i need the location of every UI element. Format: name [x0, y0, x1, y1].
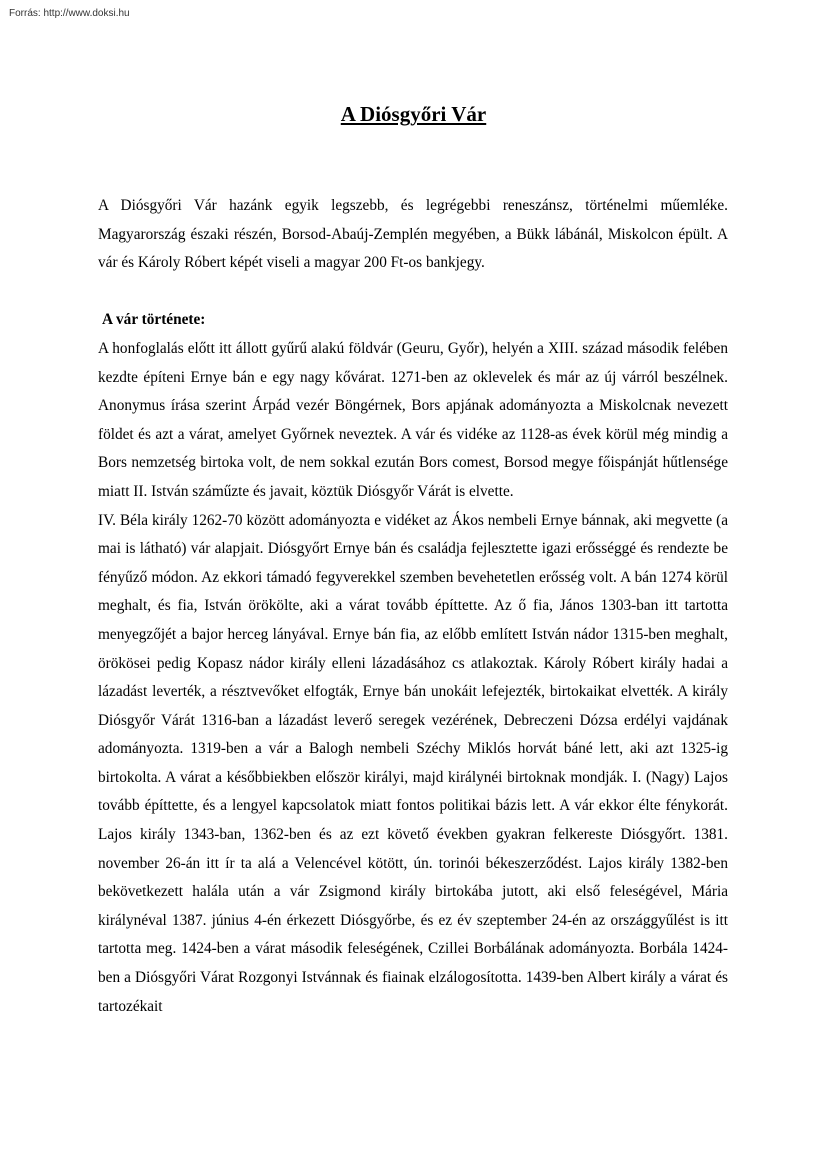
document-body	[98, 192, 728, 1021]
history-paragraph-1: A honfoglalás előtt itt állott gyűrű alakú földvár (Geuru, Győr), helyén a XIII. század második felében kezdte építeni Ernye bán e egy nagy kővárat. 1271-ben az oklevelek és már az új várról beszélnek. Anonymus írása szerint Árpád vezér Böngérnek, Bors apjának adományozta a Miskolcnak nevezett földet és azt a várat, amelyet Győrnek neveztek. A vár és vidéke az 1128-as évek körül még mindig a Bors nemzetség birtoka volt, de nem sokkal ezután Bors comest, Borsod megye főispánját hűtlensége miatt II. István száműzte és javait, köztük Diósgyőr Várát is elvette.	[98, 339, 728, 500]
source-attribution: Forrás: http://www.doksi.hu	[9, 8, 130, 19]
history-paragraph-2: IV. Béla király 1262-70 között adományozta e vidéket az Ákos nembeli Ernye bánnak, aki megvette (a mai is látható) vár alapjait. Diósgyőrt Ernye bán és családja fejlesztette igazi erősséggé és rendezte be fényűző módon. Az ekkori támadó fegyverekkel szemben bevehetetlen erősség volt. A bán 1274 körül meghalt, és fia, István örökölte, aki a várat tovább építtette. Az ő fia, János 1303-ban itt tartotta menyegzőjét a bajor herceg lányával. Ernye bán fia, az előbb említett István nádor 1315-ben meghalt, örökösei pedig Kopasz nádor király elleni lázadásához cs atlakoztak. Károly Róbert király hadai a lázadást leverték, a résztvevőket elfogták, Ernye bán unokáit lefejezték, birtokaikat elvették. A király Diósgyőr Várát 1316-ban a lázadást leverő seregek vezérének, Debreczeni Dózsa erdélyi vajdának adományozta. 1319-ben a vár a Balogh nembeli Széchy Miklós horvát báné lett, aki azt 1325-ig birtokolta. A várat a későbbiekben először királyi, majd királynéi birtoknak mondják. I. (Nagy) Lajos tovább építtette, és a lengyel kapcsolatok miatt fontos politikai bázis lett. A vár ekkor élte fénykorát. Lajos király 1343-ban, 1362-ben és az ezt követő években gyakran felkereste Diósgyőrt. 1381. november 26-án itt ír ta alá a Velencével kötött, ún. torinói békeszerződést. Lajos király 1382-ben bekövetkezett halála után a vár Zsigmond király birtokába jutott, aki első feleségével, Mária királynéval 1387. június 4-én érkezett Diósgyőrbe, és ez év szeptember 24-én az országgyűlést is itt tartotta meg. 1424-ben a várat második feleségének, Czillei Borbálának adományozta. Borbála 1424-ben a Diósgyőri Várat Rozgonyi Istvánnak és fiainak elzálogosította. 1439-ben Albert király a várat és tartozékait	[98, 511, 728, 1015]
intro-paragraph: A Diósgyőri Vár hazánk egyik legszebb, és legrégebbi reneszánsz, történelmi műemléke. Magyarország északi részén, Borsod-Abaúj-Zemplén megyében, a Bükk lábánál, Miskolcon épült. A vár és Károly Róbert képét viseli a magyar 200 Ft-os bankjegy.	[98, 197, 728, 272]
document-title: A Diósgyőri Vár	[340, 102, 487, 126]
history-heading: A vár története:	[102, 311, 206, 329]
